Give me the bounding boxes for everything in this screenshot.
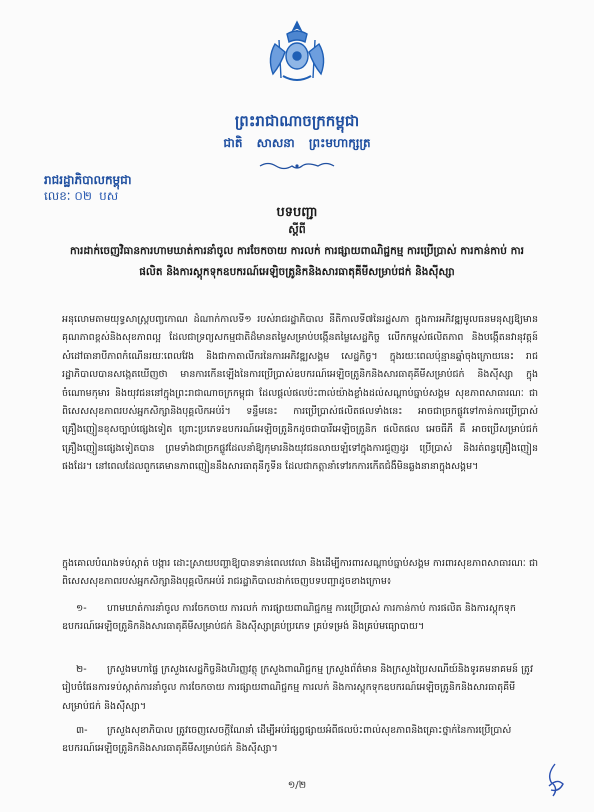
national-motto: ជាតិ សាសនា ព្រះមហាក្សត្រ: [223, 136, 371, 150]
reference-value: ០២ បស: [74, 189, 119, 203]
kingdom-name: ព្រះរាជាណាចក្រកម្ពុជា: [234, 112, 360, 130]
document-about: ស្ដីពី: [288, 223, 306, 236]
document-title: ការដាក់ចេញវិធានការហាមឃាត់ការនាំចូល ការចែកចាយ ការលក់ ការផ្សាយពាណិជ្ជកម្ម ការប្រើប្រាស់ ការកាន់កាប់ ការផលិត និងការស្តុកទុកឧបករណ៍អេឡិចត្រូនិកនិងសារធាតុគីមីសម្រាប់ជក់ និងស៊ីស្សា: [70, 245, 524, 278]
item-number: ១-: [76, 603, 87, 614]
list-item: [62, 600, 538, 637]
reference-label: លេខៈ: [44, 189, 71, 203]
royal-arms-emblem: [257, 18, 337, 84]
list-item: [62, 722, 538, 759]
item-number: ៣-: [76, 725, 88, 736]
intro-paragraph: អនុលោមតាមយុទ្ធសាស្ត្របញ្ចកោណ ដំណាក់កាលទី១ របស់រាជរដ្ឋាភិបាល នីតិកាលទី៧នៃរដ្ឋសភា ក្នុងការអភិវឌ្ឍមូលធនមនុស្សឱ្យមានគុណភាពខ្ពស់និងសុខភាពល្អ ដែលជាទ្រព្យសកម្មជាតិដ៏មានតម្លៃសម្រាប់បង្កើនតម្លៃសេដ្ឋកិច្ច លើកកម្ពស់ផលិតភាព និងបង្កើតនវានុវត្តន៍ សំដៅធានាបីភាពកំណើនរយៈពេលវែង និងជាកាតាលីករនៃការអភិវឌ្ឍសង្គម សេដ្ឋកិច្ច។ ក្នុងរយៈពេលប៉ុន្មានឆ្នាំចុងក្រោយនេះ រាជរដ្ឋាភិបាលបានសង្កេតឃើញថា មានការកើនឡើងនៃការប្រើប្រាស់ឧបករណ៍អេឡិចត្រូនិកនិងសារធាតុគីមីសម្រាប់ជក់ និងស៊ីស្សា ក្នុងចំណោមកុមារ និងយុវជននៅក្នុងព្រះរាជាណាចក្រកម្ពុជា ដែលផ្តល់ផលប៉ះពាល់យ៉ាងខ្លាំងដល់សណ្តាប់ធ្នាប់សង្គម សុខភាពសាធារណៈ ជាពិសេសសុខភាពរបស់អ្នកសិក្សានិងបុគ្គលិកអប់រំ។ ទន្ទឹមនេះ ការប្រើប្រាស់ផលិតផលទាំងនេះ អាចជាច្រកផ្លូវទៅកាន់ការប្រើប្រាស់គ្រឿងញៀនខុសច្បាប់ផ្សេងទៀត ព្រោះប្រភេទឧបករណ៍អេឡិចត្រូនិកដូចជាបារីអេឡិចត្រូនិក ផលិតផល អេចធីភី គឺ អាចប្រើសម្រាប់ជក់គ្រឿងញៀនផ្សេងទៀតបាន ព្រមទាំងជាច្រកផ្លូវដែលនាំឱ្យកុមារនិងយុវជនលាយឡំទៅក្នុងការជួញដូរ ប្រើប្រាស់ និងរត់ពន្ធគ្រឿងញៀនផងដែរ។ នៅពេលដែលពួកគេមានភាពញៀននឹងសារធាតុនីកូទីន ដែលជាកត្តានាំទៅរកការកើតជំងឺមិនឆ្លងនានាក្នុងសង្គម។: [62, 314, 538, 473]
item-number: ២-: [76, 664, 87, 675]
item-text: ហាមឃាត់ការនាំចូល ការចែកចាយ ការលក់ ការផ្សាយពាណិជ្ជកម្ម ការប្រើប្រាស់ ការកាន់កាប់ ការផលិត និងការស្តុកទុកឧបករណ៍អេឡិចត្រូនិកនិងសារធាតុគីមីសម្រាប់ជក់ និងស៊ីស្សាគ្រប់ប្រភេទ គ្រប់ទម្រង់ និងគ្រប់មធ្យោបាយ។: [62, 603, 516, 633]
ornament-divider: [258, 161, 336, 171]
issuer-name: រាជរដ្ឋាភិបាលកម្ពុជា: [44, 173, 132, 187]
purpose-paragraph: ក្នុងគោលបំណងទប់ស្កាត់ បង្ការ ដោះស្រាយបញ្ហាឱ្យបានទាន់ពេលវេលា និងដើម្បីការពារសណ្តាប់ធ្នាប់សង្គម ការពារសុខភាពសាធារណៈ ជាពិសេសសុខភាពរបស់អ្នកសិក្សានិងបុគ្គលិកអប់រំ រាជរដ្ឋាភិបាលដាក់ចេញបទបញ្ជាដូចខាងក្រោម៖: [62, 558, 538, 588]
initial-signature: [537, 760, 573, 800]
list-item: [62, 661, 538, 716]
document-type: បទបញ្ជា: [276, 205, 318, 220]
page-number: ១/២: [287, 780, 307, 791]
item-text: ក្រសួងមហាផ្ទៃ ក្រសួងសេដ្ឋកិច្ចនិងហិរញ្ញវត្ថុ ក្រសួងពាណិជ្ជកម្ម ក្រសួងព័ត៌មាន និងក្រសួងប្រៃសណីយ៍និងទូរគមនាគមន៍ ត្រូវរៀបចំផែនការទប់ស្កាត់ការនាំចូល ការចែកចាយ ការផ្សាយពាណិជ្ជកម្ម ការលក់ និងការស្តុកទុកឧបករណ៍អេឡិចត្រូនិកនិងសារធាតុគីមីសម្រាប់ជក់ និងស៊ីស្សា។: [62, 664, 533, 712]
item-text: ក្រសួងសុខាភិបាល ត្រូវចេញសេចក្តីណែនាំ ដើម្បីអប់រំផ្សព្វផ្សាយអំពីផលប៉ះពាល់សុខភាពនិងគ្រោះថ្នាក់នៃការប្រើប្រាស់ឧបករណ៍អេឡិចត្រូនិកនិងសារធាតុគីមីសម្រាប់ជក់ និងស៊ីស្សា។: [62, 725, 512, 755]
